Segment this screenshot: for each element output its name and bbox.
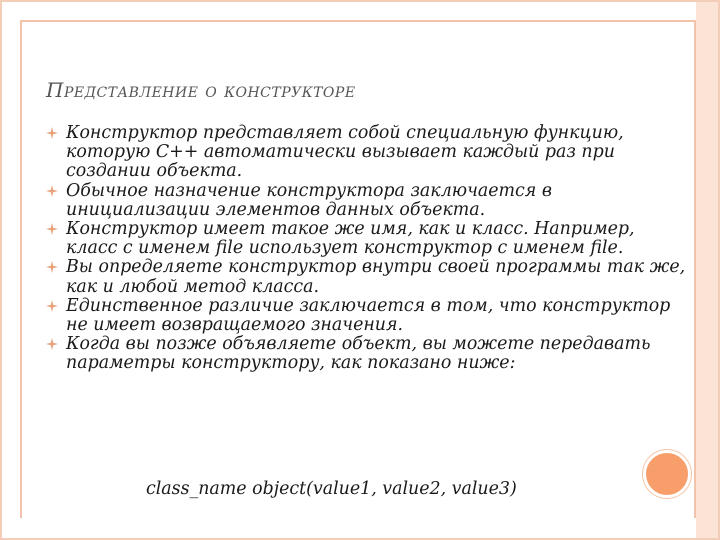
four-point-star-icon	[46, 223, 58, 235]
bullet-text: Обычное назначение конструктора заключается в инициализации элементов данных объекта.	[66, 180, 552, 220]
four-point-star-icon	[46, 127, 58, 139]
four-point-star-icon	[46, 185, 58, 197]
bullet-text: Когда вы позже объявляете объект, вы можете передавать параметры конструктору, как показано ниже:	[66, 334, 651, 374]
decor-circle	[643, 450, 691, 498]
four-point-star-icon	[46, 300, 58, 312]
bullet-text: Вы определяете конструктор внутри своей программы так же, как и любой метод класса.	[66, 257, 686, 297]
bullet-item	[46, 297, 686, 335]
code-example: class_name object(value1, value2, value3)	[146, 479, 517, 499]
bullet-item	[46, 335, 686, 373]
slide-title: Представление о конструкторе	[46, 78, 356, 102]
bullet-text: Конструктор имеет такое же имя, как и класс. Например, класс с именем file использует конструктор с именем file.	[66, 219, 635, 259]
bullet-item	[46, 124, 686, 182]
four-point-star-icon	[46, 261, 58, 273]
four-point-star-icon	[46, 338, 58, 350]
bullet-item	[46, 220, 686, 258]
bullet-text: Единственное различие заключается в том, что конструктор не имеет возвращаемого значения.	[66, 295, 671, 336]
bullet-item	[46, 258, 686, 296]
bullet-item	[46, 182, 686, 220]
bullet-text: Конструктор представляет собой специальную функцию, которую C++ автоматически вызывает каждый раз при создании объекта.	[66, 123, 624, 182]
bullet-list	[46, 124, 686, 374]
